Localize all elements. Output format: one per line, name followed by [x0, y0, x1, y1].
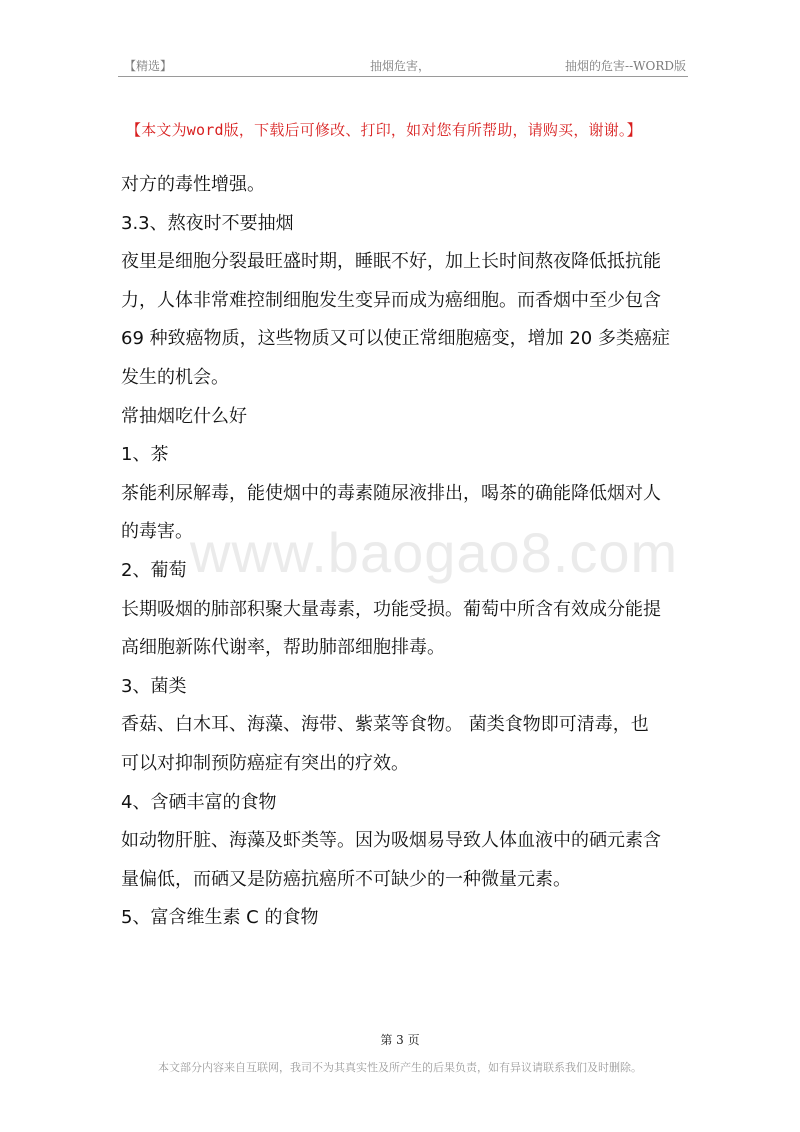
body-line: 夜里是细胞分裂最旺盛时期，睡眠不好，加上长时间熬夜降低抵抗能: [121, 251, 661, 273]
body-line: 69 种致癌物质，这些物质又可以使正常细胞癌变，增加 20 多类癌症: [121, 328, 670, 350]
body-line: 如动物肝脏、海藻及虾类等。因为吸烟易导致人体血液中的硒元素含: [121, 830, 661, 852]
header-divider: [118, 76, 688, 77]
header-center-title: 抽烟危害，: [370, 59, 431, 73]
body-line: 量偏低，而硒又是防癌抗癌所不可缺少的一种微量元素。: [121, 868, 571, 890]
body-line: 的毒害。: [121, 521, 193, 543]
list-heading: 3、菌类: [121, 675, 187, 697]
section-heading: 3.3、熬夜时不要抽烟: [121, 212, 294, 234]
body-line: 可以对抑制预防癌症有突出的疗效。: [121, 752, 409, 774]
watermark: www.baogao8.com: [190, 521, 679, 584]
section-heading: 常抽烟吃什么好: [121, 405, 247, 427]
body-line: 香菇、白木耳、海藻、海带、紫菜等食物。 菌类食物即可清毒，也: [121, 714, 649, 736]
body-line: 长期吸烟的肺部积聚大量毒素，功能受损。葡萄中所含有效成分能提: [121, 598, 661, 620]
list-heading: 4、含硒丰富的食物: [121, 791, 277, 813]
list-heading: 1、茶: [121, 444, 169, 466]
list-heading: 2、葡萄: [121, 559, 187, 581]
header-left-label: 【精选】: [124, 59, 173, 73]
list-heading: 5、富含维生素 C 的食物: [121, 907, 319, 929]
body-line: 发生的机会。: [121, 366, 229, 388]
download-notice: 【本文为word版，下载后可修改、打印，如对您有所帮助，请购买，谢谢。】: [126, 121, 642, 139]
body-line: 力，人体非常难控制细胞发生变异而成为癌细胞。而香烟中至少包含: [121, 289, 661, 311]
header-right-title: 抽烟的危害--WORD版: [565, 59, 686, 73]
body-line: 对方的毒性增强。: [121, 174, 265, 195]
footer-disclaimer: 本文部分内容来自互联网，我司不为其真实性及所产生的后果负责，如有异议请联系我们及时删除。: [158, 1061, 642, 1074]
page-number: 第 3 页: [380, 1033, 420, 1047]
body-line: 高细胞新陈代谢率，帮助肺部细胞排毒。: [121, 637, 445, 659]
body-text: [121, 166, 701, 938]
body-line: 茶能利尿解毒，能使烟中的毒素随尿液排出，喝茶的确能降低烟对人: [121, 482, 661, 504]
page-header: [118, 57, 686, 77]
